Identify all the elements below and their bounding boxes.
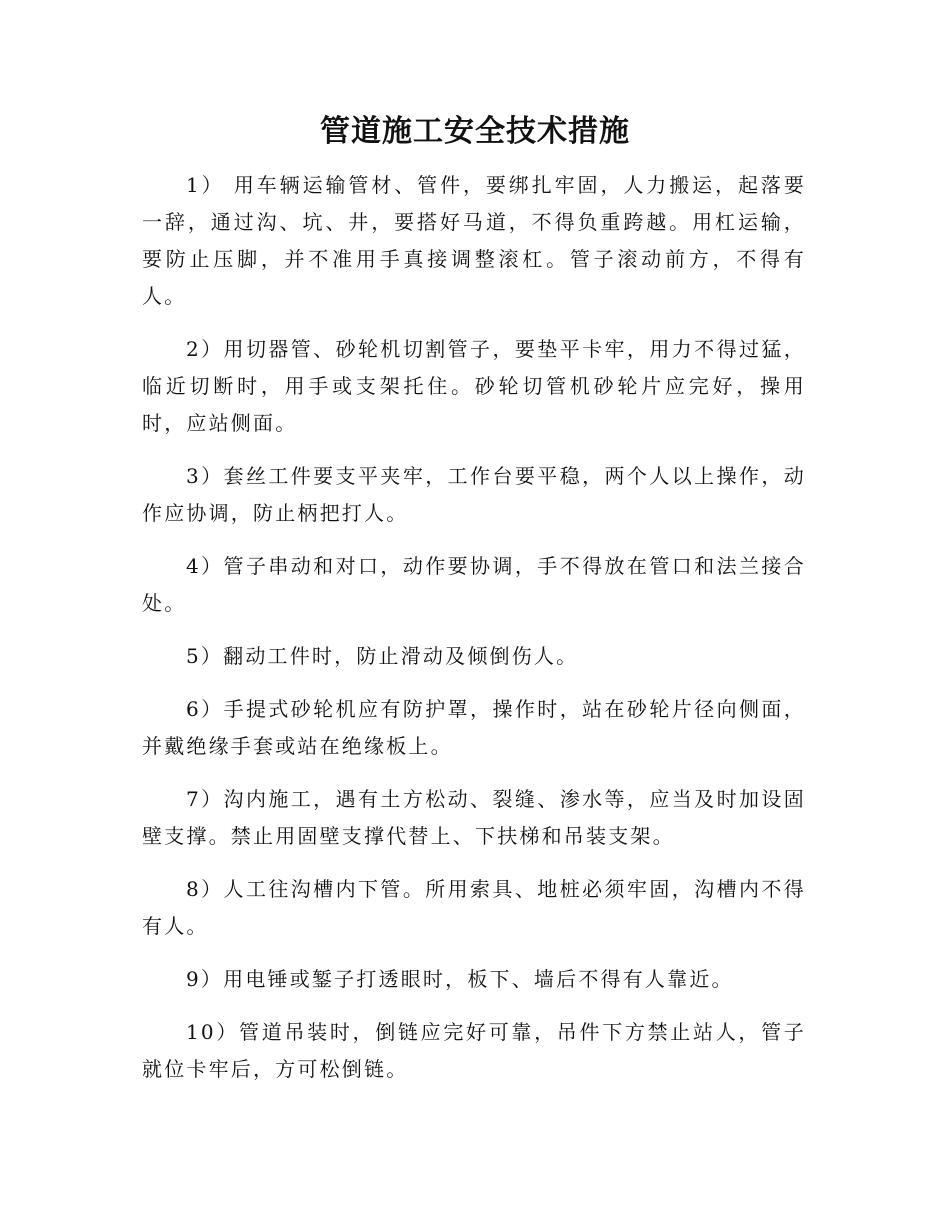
paragraph-8: 8）人工往沟槽内下管。所用索具、地桩必须牢固，沟槽内不得有人。 [142,877,806,938]
paragraph-2: 2）用切器管、砂轮机切割管子，要垫平卡牢，用力不得过猛，临近切断时，用手或支架托住。砂轮切管机砂轮片应完好，操用时，应站侧面。 [142,337,806,435]
paragraph-7: 7）沟内施工，遇有土方松动、裂缝、渗水等，应当及时加设固壁支撑。禁止用固壁支撑代替上、下扶梯和吊装支架。 [142,787,806,848]
paragraph-10: 10）管道吊装时，倒链应完好可靠，吊件下方禁止站人，管子就位卡牢后，方可松倒链。 [142,1020,806,1081]
paragraph-3: 3）套丝工件要支平夹牢，工作台要平稳，两个人以上操作，动作应协调，防止柄把打人。 [142,464,806,525]
paragraph-6: 6）手提式砂轮机应有防护罩，操作时，站在砂轮片径向侧面，并戴绝缘手套或站在绝缘板上。 [142,697,806,758]
paragraph-4: 4）管子串动和对口，动作要协调，手不得放在管口和法兰接合处。 [142,554,806,615]
document-title: 管道施工安全技术措施 [320,114,630,149]
paragraph-5: 5）翻动工件时，防止滑动及倾倒伤人。 [186,644,579,668]
paragraph-1: 1） 用车辆运输管材、管件，要绑扎牢固，人力搬运，起落要一辞，通过沟、坑、井，要搭好马道，不得负重跨越。用杠运输，要防止压脚，并不准用手真接调整滚杠。管子滚动前方，不得有人。 [142,173,806,308]
paragraph-9: 9）用电锤或錾子打透眼时，板下、墙后不得有人靠近。 [186,967,734,991]
document-body [142,167,806,1104]
